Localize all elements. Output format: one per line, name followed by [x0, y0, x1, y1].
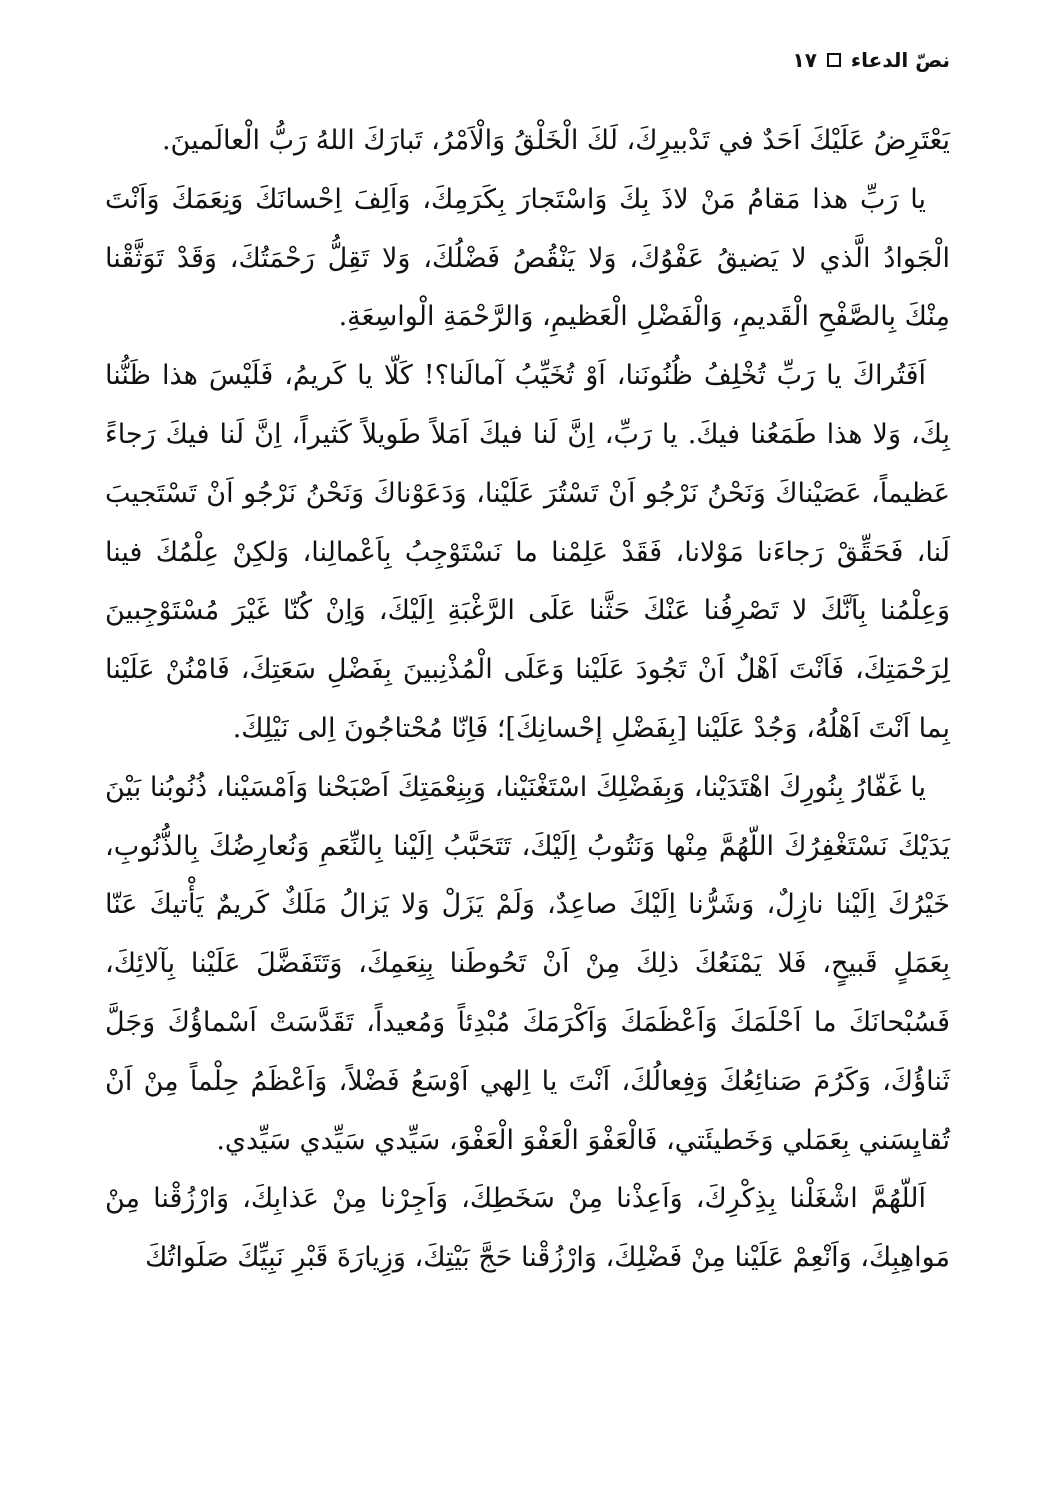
paragraph: اَللّهُمَّ اشْغَلْنا بِذِكْرِكَ، وَاَعِذْنا مِنْ سَخَطِكَ، وَاَجِرْنا مِنْ عَذابِكَ، وَارْزُقْنا مِنْ مَواهِبِكَ، وَاَنْعِمْ عَلَيْنا مِنْ فَضْلِكَ، وَارْزُقْنا حَجَّ بَيْتِكَ، وَزِيارَةَ قَبْرِ نَبِيِّكَ صَلَواتُكَ — [105, 1183, 950, 1274]
body-text — [105, 112, 950, 1288]
square-icon — [827, 53, 841, 67]
page-number: ١٧ — [792, 48, 817, 72]
paragraph: يَعْتَرِضُ عَلَيْكَ اَحَدٌ في تَدْبيرِكَ، لَكَ الْخَلْقُ وَالْاَمْرُ، تَبارَكَ اللهُ رَبُّ الْعالَمينَ. — [161, 125, 950, 156]
paragraph: اَفَتُراكَ يا رَبِّ تُخْلِفُ ظُنُونَنا، اَوْ تُخَيِّبُ آمالَنا؟! كَلّا يا كَريمُ، فَلَيْسَ هذا ظَنُّنا بِكَ، وَلا هذا طَمَعُنا فيكَ. يا رَبِّ، اِنَّ لَنا فيكَ اَمَلاً طَويلاً كَثيراً، اِنَّ لَنا فيكَ رَجاءً عَظيماً، عَصَيْناكَ وَنَحْنُ نَرْجُو اَنْ تَسْتُرَ عَلَيْنا، وَدَعَوْناكَ وَنَحْنُ نَرْجُو اَنْ تَسْتَجيبَ لَنا، فَحَقِّقْ رَجاءَنا مَوْلانا، فَقَدْ عَلِمْنا ما نَسْتَوْجِبُ بِاَعْمالِنا، وَلكِنْ عِلْمُكَ فينا وَعِلْمُنا بِاَنَّكَ لا تَصْرِفُنا عَنْكَ حَثَّنا عَلَى الرَّغْبَةِ اِلَيْكَ، وَاِنْ كُنّا غَيْرَ مُسْتَوْجِبينَ لِرَحْمَتِكَ، فَاَنْتَ اَهْلٌ اَنْ تَجُودَ عَلَيْنا وَعَلَى الْمُذْنِبينَ بِفَضْلِ سَعَتِكَ، فَامْنُنْ عَلَيْنا بِما اَنْتَ اَهْلُهُ، وَجُدْ عَلَيْنا [بِفَضْلِ إحْسانِكَ]؛ فَاِنّا مُحْتاجُونَ اِلى نَيْلِكَ. — [105, 360, 950, 744]
paragraph: يا رَبِّ هذا مَقامُ مَنْ لاذَ بِكَ وَاسْتَجارَ بِكَرَمِكَ، وَاَلِفَ اِحْسانَكَ وَنِعَمَكَ وَاَنْتَ الْجَوادُ الَّذي لا يَضيقُ عَفْوُكَ، وَلا يَنْقُصُ فَضْلُكَ، وَلا تَقِلُّ رَحْمَتُكَ، وَقَدْ تَوَثَّقْنا مِنْكَ بِالصَّفْحِ الْقَديمِ، وَالْفَضْلِ الْعَظيمِ، وَالرَّحْمَةِ الْواسِعَةِ. — [105, 183, 950, 333]
paragraph: يا غَفّارُ بِنُورِكَ اهْتَدَيْنا، وَبِفَضْلِكَ اسْتَغْنَيْنا، وَبِنِعْمَتِكَ اَصْبَحْنا وَاَمْسَيْنا، ذُنُوبُنا بَيْنَ يَدَيْكَ نَسْتَغْفِرُكَ اللّهُمَّ مِنْها وَنَتُوبُ اِلَيْكَ، تَتَحَبَّبُ اِلَيْنا بِالنِّعَمِ وَنُعارِضُكَ بِالذُّنُوبِ، خَيْرُكَ اِلَيْنا نازِلٌ، وَشَرُّنا اِلَيْكَ صاعِدٌ، وَلَمْ يَزَلْ وَلا يَزالُ مَلَكٌ كَريمٌ يَأْتيكَ عَنّا بِعَمَلٍ قَبيحٍ، فَلا يَمْنَعُكَ ذلِكَ مِنْ اَنْ تَحُوطَنا بِنِعَمِكَ، وَتَتَفَضَّلَ عَلَيْنا بِآلائِكَ، فَسُبْحانَكَ ما اَحْلَمَكَ وَاَعْظَمَكَ وَاَكْرَمَكَ مُبْدِئاً وَمُعيداً، تَقَدَّسَتْ اَسْماؤُكَ وَجَلَّ ثَناؤُكَ، وَكَرُمَ صَنائِعُكَ وَفِعالُكَ، اَنْتَ يا اِلهي اَوْسَعُ فَضْلاً، وَاَعْظَمُ حِلْماً مِنْ اَنْ تُقايِسَني بِعَمَلي وَخَطيئَتي، فَالْعَفْوَ الْعَفْوَ الْعَفْوَ، سَيِّدي سَيِّدي سَيِّدي. — [105, 771, 950, 1156]
document-page — [105, 40, 950, 1470]
running-head — [105, 40, 950, 80]
book-title: نصّ الدعاء — [850, 48, 950, 72]
